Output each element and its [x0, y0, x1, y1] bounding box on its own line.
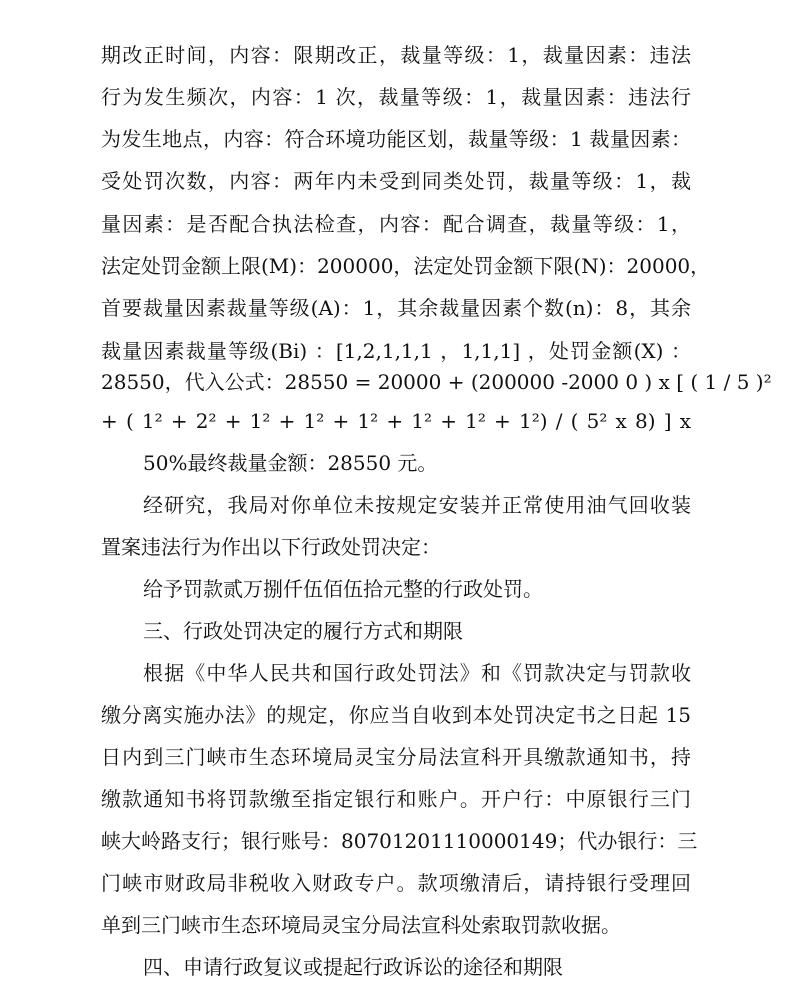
formula-line: 28550，代入公式：28550 = 20000 + (200000 -2000 0 ) x [ ( 1 / 5 )² [101, 370, 772, 394]
text-line: 期改正时间，内容：限期改正，裁量等级：1，裁量因素：违法 [101, 43, 691, 67]
text-line: 量因素：是否配合执法检查，内容：配合调查，裁量等级：1， [101, 212, 691, 236]
text-line: 为发生地点，内容：符合环境功能区划，裁量等级：1 裁量因素： [101, 127, 691, 151]
paragraph-first-line: 根据《中华人民共和国行政处罚法》和《罚款决定与罚款收 [143, 661, 691, 685]
text-line: 置案违法行为作出以下行政处罚决定： [101, 535, 441, 559]
text-line: 缴款通知书将罚款缴至指定银行和账户。开户行：中原银行三门 [101, 787, 691, 811]
penalty-decision: 给予罚款贰万捌仟伍佰伍拾元整的行政处罚。 [143, 577, 543, 601]
formula-line: + ( 1² + 2² + 1² + 1² + 1² + 1² + 1² + 1²) / ( 5² x 8) ] x [101, 409, 691, 433]
text-line: 受处罚次数，内容：两年内未受到同类处罚，裁量等级：1，裁 [101, 169, 691, 193]
text-line: 缴分离实施办法》的规定，你应当自收到本处罚决定书之日起 15 [101, 703, 691, 727]
text-line: 门峡市财政局非税收入财政专户。款项缴清后，请持银行受理回 [101, 871, 691, 895]
text-line: 单到三门峡市生态环境局灵宝分局法宣科处索取罚款收据。 [101, 913, 621, 937]
text-line: 峡大岭路支行；银行账号：80701201110000149；代办银行：三 [101, 829, 698, 853]
text-line: 裁量因素裁量等级(Bi) ：[1,2,1,1,1 ，1,1,1] ，处罚金额(X) ： [101, 339, 691, 363]
final-amount-line: 50%最终裁量金额：28550 元。 [143, 451, 438, 475]
section-heading-4: 四、申请行政复议或提起行政诉讼的途径和期限 [143, 955, 563, 979]
text-line: 行为发生频次，内容：1 次，裁量等级：1，裁量因素：违法行 [101, 85, 691, 109]
paragraph-first-line: 经研究，我局对你单位未按规定安装并正常使用油气回收装 [143, 493, 691, 517]
text-line: 日内到三门峡市生态环境局灵宝分局法宣科开具缴款通知书，持 [101, 745, 691, 769]
text-line: 首要裁量因素裁量等级(A)：1，其余裁量因素个数(n)：8，其余 [101, 296, 691, 320]
text-line: 法定处罚金额上限(M)：200000，法定处罚金额下限(N)：20000， [101, 254, 711, 278]
section-heading-3: 三、行政处罚决定的履行方式和期限 [143, 619, 463, 643]
